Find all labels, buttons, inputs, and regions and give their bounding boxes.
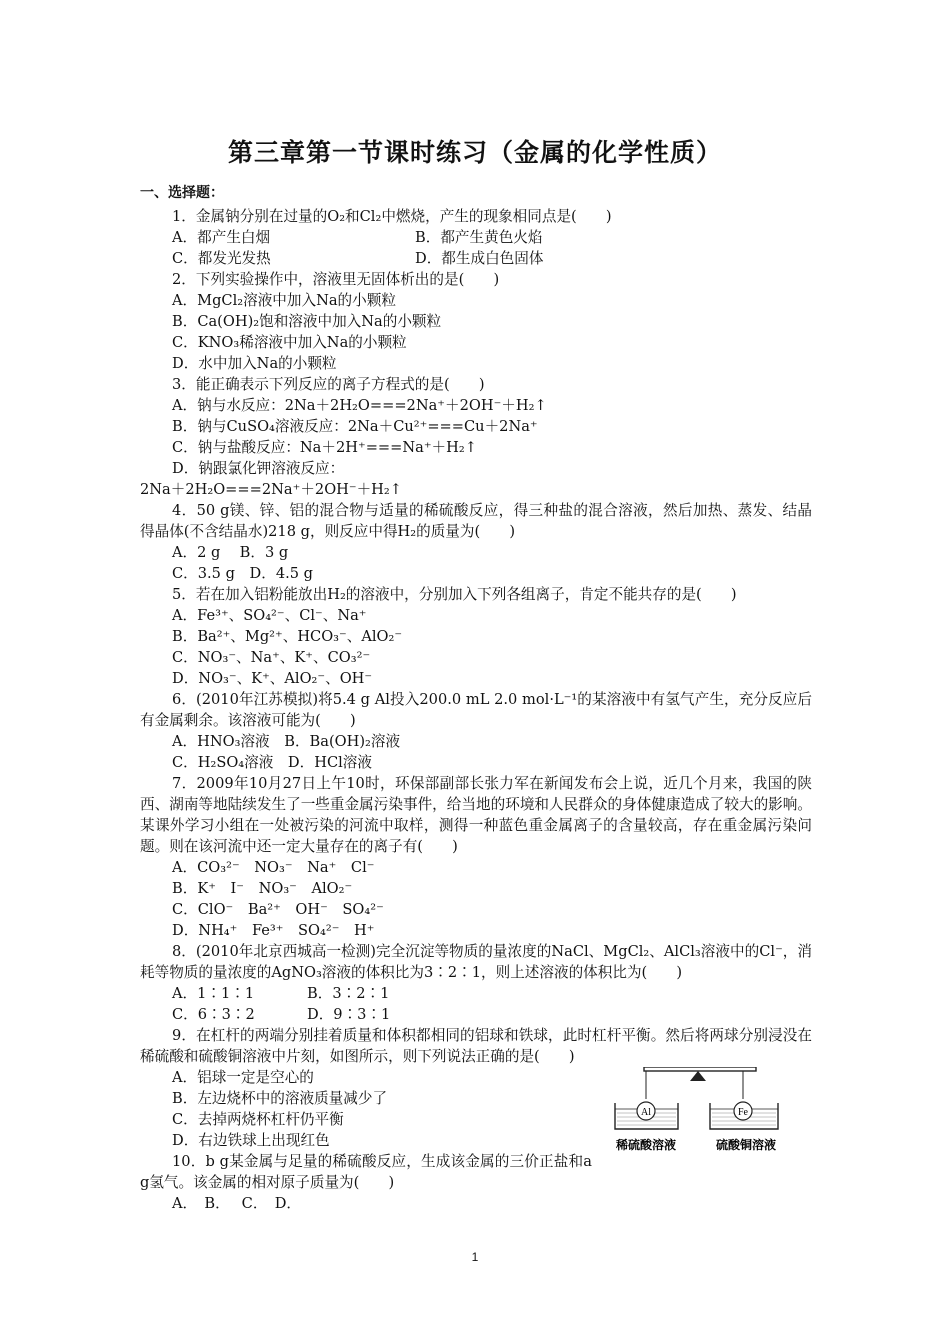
option: C．钠与盐酸反应：Na＋2H⁺===Na⁺＋H₂↑	[172, 439, 477, 456]
option: D．右边铁球上出现红色	[172, 1132, 330, 1149]
question-8: 8．(2010年北京西城高一检测)完全沉淀等物质的量浓度的NaCl、MgCl₂、AlCl₃溶液中的Cl⁻，消耗等物质的量浓度的AgNO₃溶液的体积比为3∶2∶1，则上述溶液的体积比为( )	[140, 943, 812, 981]
option: A．铝球一定是空心的	[172, 1069, 314, 1086]
option: B．Ba²⁺、Mg²⁺、HCO₃⁻、AlO₂⁻	[172, 628, 403, 645]
option: C．ClO⁻ Ba²⁺ OH⁻ SO₄²⁻	[172, 901, 384, 918]
option: C．去掉两烧杯杠杆仍平衡	[172, 1111, 344, 1128]
right-solution-label: 硫酸铜溶液	[715, 1138, 777, 1152]
page-title: 第三章第一节课时练习（金属的化学性质）	[227, 138, 722, 167]
option: B．Ca(OH)₂饱和溶液中加入Na的小颗粒	[172, 313, 442, 330]
question-3: 3．能正确表示下列反应的离子方程式的是( )	[172, 376, 485, 393]
option: B．都产生黄色火焰	[415, 229, 543, 246]
option: A．Fe³⁺、SO₄²⁻、Cl⁻、Na⁺	[172, 607, 367, 624]
option-row	[140, 227, 812, 248]
question-2: 2．下列实验操作中，溶液里无固体析出的是( )	[172, 271, 500, 288]
option: B．左边烧杯中的溶液质量减少了	[172, 1090, 388, 1107]
al-label: Al	[641, 1107, 651, 1118]
option: D．钠跟氯化钾溶液反应：	[172, 460, 345, 477]
question-4: 4．50 g镁、锌、铝的混合物与适量的稀硫酸反应，得三种盐的混合溶液，然后加热、蒸发、结晶得晶体(不含结晶水)218 g，则反应中得H₂的质量为( )	[140, 502, 812, 540]
option-row	[140, 1004, 812, 1025]
question-5: 5．若在加入铝粉能放出H₂的溶液中，分别加入下列各组离子，肯定不能共存的是( )	[172, 586, 737, 603]
option-row	[140, 983, 812, 1004]
option: D．NO₃⁻、K⁺、AlO₂⁻、OH⁻	[172, 670, 373, 687]
question-10: 10．b g某金属与足量的稀硫酸反应，生成该金属的三价正盐和a g氢气。该金属的相对原子质量为( )	[140, 1153, 592, 1191]
option: A．都产生白烟	[172, 229, 271, 246]
left-solution-label: 稀硫酸溶液	[615, 1138, 677, 1152]
option-row: C．3.5 g D．4.5 g	[172, 565, 314, 582]
fe-label: Fe	[738, 1107, 748, 1118]
page-number: 1	[471, 1250, 479, 1264]
option-row: C．H₂SO₄溶液 D．HCl溶液	[172, 754, 372, 771]
option-row: A．HNO₃溶液 B．Ba(OH)₂溶液	[172, 733, 401, 750]
lever-beaker-figure	[610, 1067, 790, 1157]
question-list	[140, 206, 812, 1214]
option: C．KNO₃稀溶液中加入Na的小颗粒	[172, 334, 407, 351]
option-row	[140, 248, 812, 269]
equation-line: 2Na＋2H₂O===2Na⁺＋2OH⁻＋H₂↑	[140, 481, 402, 498]
option-row: A．2 g B．3 g	[172, 544, 289, 561]
fulcrum-icon	[690, 1071, 706, 1081]
question-6: 6．(2010年江苏模拟)将5.4 g Al投入200.0 mL 2.0 mol·L⁻¹的某溶液中有氢气产生，充分反应后有金属剩余。该溶液可能为( )	[140, 691, 812, 729]
option: D．都生成白色固体	[415, 250, 544, 267]
question-7: 7．2009年10月27日上午10时，环保部副部长张力军在新闻发布会上说，近几个月来，我国的陕西、湖南等地陆续发生了一些重金属污染事件，给当地的环境和人民群众的身体健康造成了较大的影响。某课外学习小组在一处被污染的河流中取样，测得一种蓝色重金属离子的含量较高，存在重金属污染问题。则在该河流中还一定大量存在的离子有( )	[140, 775, 812, 855]
option: B．3∶2∶1	[307, 985, 390, 1002]
option: C．NO₃⁻、Na⁺、K⁺、CO₃²⁻	[172, 649, 371, 666]
lever-diagram	[610, 1067, 790, 1157]
option: D．9∶3∶1	[307, 1006, 391, 1023]
option: A．1∶1∶1	[172, 985, 255, 1002]
option-row: A． B． C． D．	[172, 1195, 302, 1212]
option: A．MgCl₂溶液中加入Na的小颗粒	[172, 292, 396, 309]
option: D．NH₄⁺ Fe³⁺ SO₄²⁻ H⁺	[172, 922, 375, 939]
question-1: 1．金属钠分别在过量的O₂和Cl₂中燃烧，产生的现象相同点是( )	[172, 208, 612, 225]
question-9: 9．在杠杆的两端分别挂着质量和体积都相同的铝球和铁球，此时杠杆平衡。然后将两球分别浸没在稀硫酸和硫酸铜溶液中片刻，如图所示，则下列说法正确的是( )	[140, 1027, 812, 1065]
option: A．钠与水反应：2Na＋2H₂O===2Na⁺＋2OH⁻＋H₂↑	[172, 397, 547, 414]
option: D．水中加入Na的小颗粒	[172, 355, 337, 372]
option: C．6∶3∶2	[172, 1006, 255, 1023]
option: B．钠与CuSO₄溶液反应：2Na＋Cu²⁺===Cu＋2Na⁺	[172, 418, 538, 435]
option: B．K⁺ I⁻ NO₃⁻ AlO₂⁻	[172, 880, 353, 897]
option: A．CO₃²⁻ NO₃⁻ Na⁺ Cl⁻	[172, 859, 375, 876]
option: C．都发光发热	[172, 250, 271, 267]
section-heading: 一、选择题：	[140, 185, 224, 201]
